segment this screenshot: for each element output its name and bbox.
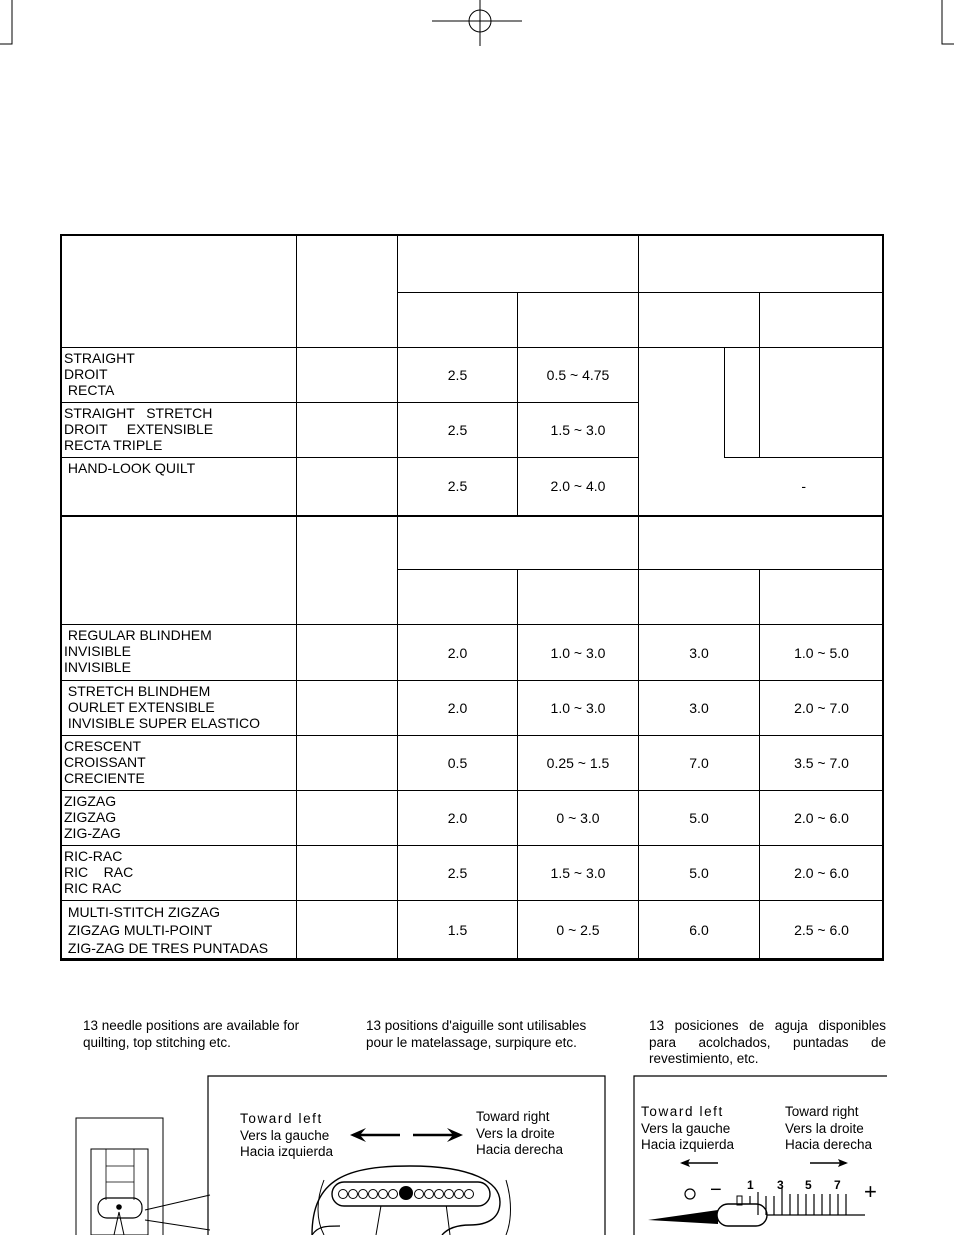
- stitch-range: 2.0 ~ 6.0: [760, 846, 884, 901]
- stitch-range: 1.0 ~ 5.0: [760, 625, 884, 681]
- header-cell: [639, 236, 884, 293]
- stitch-range: 2.0 ~ 6.0: [760, 791, 884, 846]
- stitch-name: ZIGZAG ZIGZAG ZIG-ZAG: [62, 791, 297, 846]
- stitch-value: 1.5: [398, 901, 518, 959]
- stitch-range: 2.5 ~ 6.0: [760, 901, 884, 959]
- header-cell: [639, 570, 760, 625]
- stitch-value: 2.0: [398, 791, 518, 846]
- stitch-value: 3.0: [639, 625, 760, 681]
- table-row: [62, 625, 884, 681]
- header-cell: [639, 293, 760, 348]
- stitch-range: 2.0 ~ 7.0: [760, 681, 884, 736]
- stitch-value: 2.5: [398, 846, 518, 901]
- plus-sign: +: [864, 1179, 877, 1204]
- header-cell: [398, 293, 518, 348]
- scale-label: 3: [777, 1178, 784, 1192]
- table-row: [62, 846, 884, 901]
- stitch-value: 5.0: [639, 791, 760, 846]
- stitch-settings-table: [61, 235, 884, 959]
- stitch-name: CRESCENT CROISSANT CRECIENTE: [62, 736, 297, 791]
- header-cell: [297, 236, 398, 348]
- note-spanish: 13 posiciones de aguja disponibles para acolchados, puntadas de revestimiento, etc.: [649, 1018, 886, 1066]
- header-cell: [297, 516, 398, 625]
- right-arrow-icon: [413, 1128, 463, 1142]
- empty-cell: [297, 791, 398, 846]
- stitch-value: 3.0: [639, 681, 760, 736]
- toward-left-label-dial: Toward left Vers la gauche Hacia izquierda: [641, 1104, 735, 1152]
- scale-label: 7: [834, 1178, 841, 1192]
- left-arrow-icon: [680, 1159, 718, 1167]
- stitch-range: 0.25 ~ 1.5: [518, 736, 639, 791]
- stitch-name: STRAIGHT STRETCH DROIT EXTENSIBLE RECTA TRIPLE: [62, 403, 297, 458]
- stitch-value: 2.5: [398, 348, 518, 403]
- stitch-name: REGULAR BLINDHEM INVISIBLE INVISIBLE: [62, 625, 297, 681]
- stitch-range: 1.5 ~ 3.0: [518, 403, 639, 458]
- stitch-value: 2.5: [398, 403, 518, 458]
- empty-cell: [297, 458, 398, 516]
- stitch-value: 2.0: [398, 681, 518, 736]
- table-header-row: [62, 516, 884, 570]
- table-row: [62, 791, 884, 846]
- stitch-range: -: [725, 458, 884, 516]
- header-cell: [760, 570, 884, 625]
- stitch-value: 2.5: [398, 458, 518, 516]
- stitch-range: 1.5 ~ 3.0: [518, 846, 639, 901]
- empty-cell: [297, 846, 398, 901]
- toward-right-label-dial: Toward right Vers la droite Hacia derecha: [785, 1104, 873, 1152]
- table-row: [62, 736, 884, 791]
- right-arrow-icon: [810, 1159, 848, 1167]
- empty-cell: [297, 901, 398, 959]
- stitch-value: 5.0: [639, 846, 760, 901]
- stitch-name: RIC-RAC RIC RAC RIC RAC: [62, 846, 297, 901]
- stitch-name: STRAIGHT DROIT RECTA: [62, 348, 297, 403]
- stitch-range: 0.5 ~ 4.75: [518, 348, 639, 403]
- stitch-value: 6.0: [639, 901, 760, 959]
- stitch-name: HAND-LOOK QUILT: [62, 458, 297, 516]
- header-cell: [398, 570, 518, 625]
- registration-marks: [0, 0, 954, 60]
- header-cell: [760, 293, 884, 348]
- table-row: [62, 681, 884, 736]
- table-row: [62, 458, 884, 516]
- empty-cell: [297, 625, 398, 681]
- stitch-value: 2.0: [398, 625, 518, 681]
- merged-cell: [639, 348, 725, 516]
- stitch-range: 1.0 ~ 3.0: [518, 681, 639, 736]
- stitch-range: 3.5 ~ 7.0: [760, 736, 884, 791]
- table-header-row: [62, 236, 884, 293]
- merged-cell: [725, 348, 760, 458]
- header-cell: [398, 236, 639, 293]
- empty-cell: [297, 348, 398, 403]
- header-cell: [62, 516, 297, 625]
- header-cell: [398, 516, 639, 570]
- note-french: 13 positions d'aiguille sont utilisables pour le matelassage, surpiqure etc.: [366, 1018, 587, 1050]
- table-row: [62, 348, 884, 403]
- note-english: 13 needle positions are available for quilting, top stitching etc.: [83, 1018, 300, 1050]
- stitch-range: 0 ~ 2.5: [518, 901, 639, 959]
- empty-cell: [297, 403, 398, 458]
- empty-cell: [297, 681, 398, 736]
- stitch-range: 1.0 ~ 3.0: [518, 625, 639, 681]
- stitch-value: 0.5: [398, 736, 518, 791]
- header-cell: [518, 570, 639, 625]
- stitch-range: 2.0 ~ 4.0: [518, 458, 639, 516]
- toward-left-label: Toward left Vers la gauche Hacia izquierda: [240, 1111, 334, 1159]
- stitch-value: 7.0: [639, 736, 760, 791]
- toward-right-label: Toward right Vers la droite Hacia derecha: [476, 1109, 564, 1157]
- merged-cell: [760, 348, 884, 458]
- empty-cell: [297, 736, 398, 791]
- center-needle-dot: [399, 1186, 413, 1200]
- scale-label: 1: [747, 1178, 754, 1192]
- stitch-name: MULTI-STITCH ZIGZAG ZIGZAG MULTI-POINT ZIG-ZAG DE TRES PUNTADAS: [62, 901, 297, 959]
- minus-sign: −: [710, 1179, 722, 1201]
- stitch-range: 0 ~ 3.0: [518, 791, 639, 846]
- scale-label: 5: [805, 1178, 812, 1192]
- header-cell: [518, 293, 639, 348]
- header-cell: [62, 236, 297, 348]
- header-cell: [639, 516, 884, 570]
- left-arrow-icon: [350, 1128, 400, 1142]
- table-row: [62, 901, 884, 959]
- stitch-name: STRETCH BLINDHEM OURLET EXTENSIBLE INVISIBLE SUPER ELASTICO: [62, 681, 297, 736]
